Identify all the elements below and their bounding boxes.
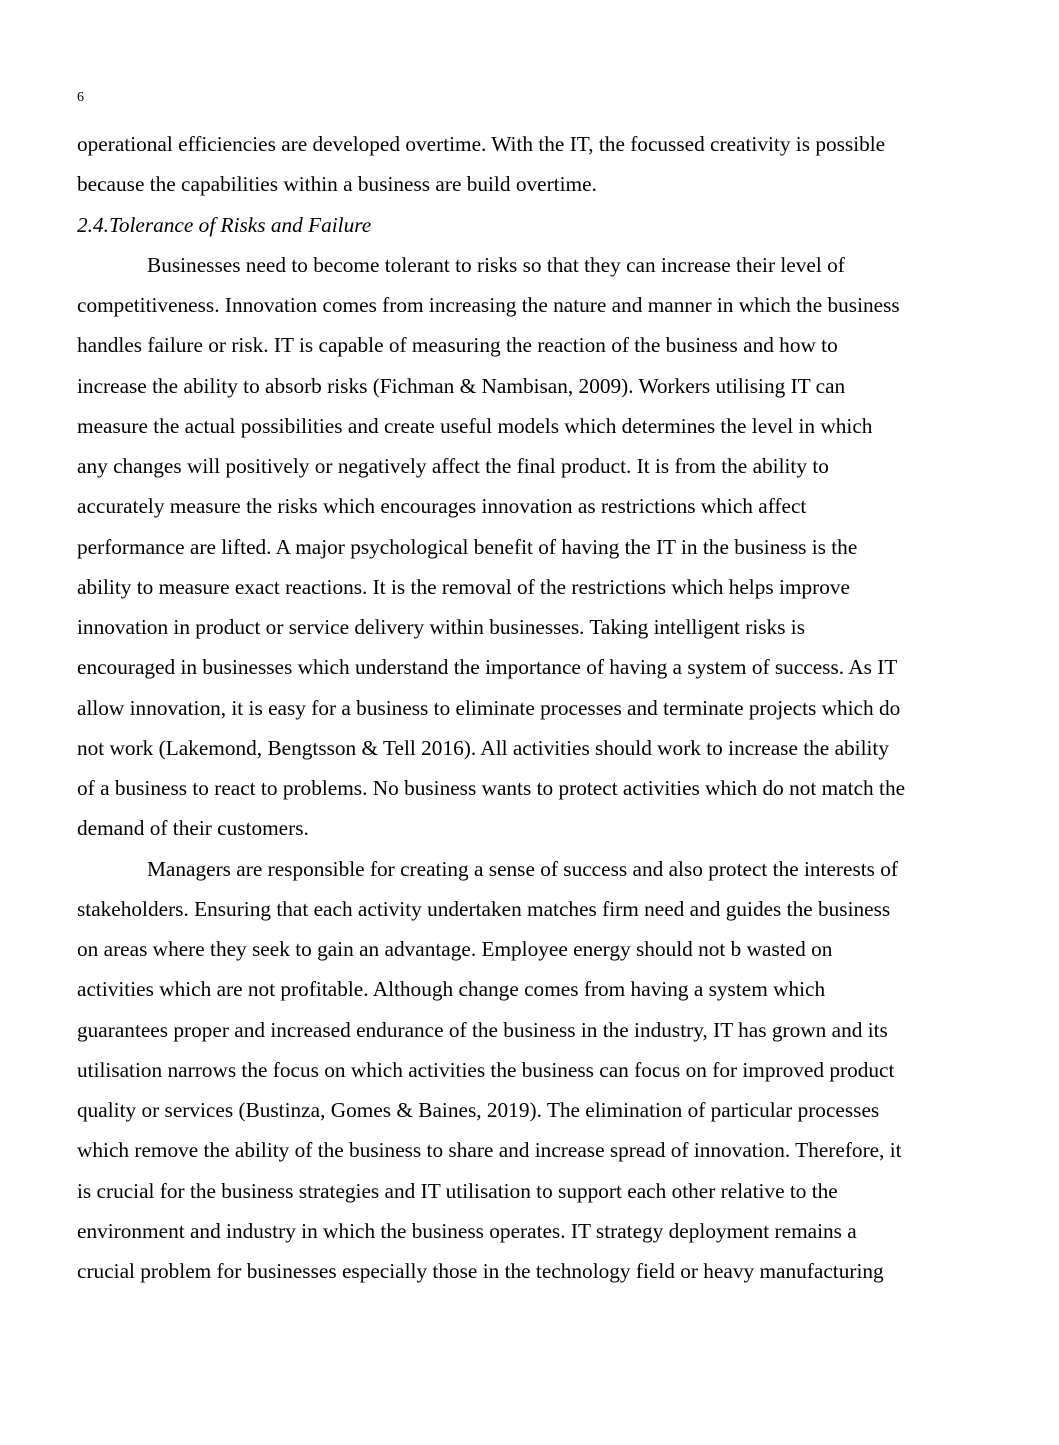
text-line: Businesses need to become tolerant to risks so that they can increase their level of: [147, 252, 845, 277]
text-line: innovation in product or service delivery within businesses. Taking intelligent risks is: [77, 615, 806, 639]
text-line: any changes will positively or negatively affect the final product. It is from the ability to: [77, 454, 829, 478]
text-line: ability to measure exact reactions. It is the removal of the restrictions which helps improve: [77, 574, 850, 599]
intro-paragraph: [77, 124, 987, 205]
text-line: encouraged in businesses which understand the importance of having a system of success. As IT: [77, 655, 898, 680]
text-line: of a business to react to problems. No business wants to protect activities which do not match the: [77, 776, 906, 800]
text-line: utilisation narrows the focus on which activities the business can focus on for improved product: [77, 1057, 895, 1082]
text-line: demand of their customers.: [77, 816, 309, 841]
text-line: handles failure or risk. IT is capable of measuring the reaction of the business and how to: [77, 333, 838, 358]
paragraph-managers: [77, 849, 987, 1292]
text-line: not work (Lakemond, Bengtsson & Tell 2016). All activities should work to increase the ability: [77, 735, 889, 760]
text-line: because the capabilities within a business are build overtime.: [77, 172, 597, 197]
text-line: guarantees proper and increased endurance of the business in the industry, IT has grown and its: [77, 1017, 888, 1042]
text-line: quality or services (Bustinza, Gomes & Baines, 2019). The elimination of particular processes: [77, 1098, 880, 1122]
text-line: performance are lifted. A major psychological benefit of having the IT in the business is the: [77, 534, 858, 559]
text-line: Managers are responsible for creating a sense of success and also protect the interests of: [147, 856, 899, 881]
text-line: increase the ability to absorb risks (Fichman & Nambisan, 2009). Workers utilising IT can: [77, 373, 846, 398]
paragraph-risk-tolerance: [77, 245, 987, 849]
text-line: allow innovation, it is easy for a business to eliminate processes and terminate projects which do: [77, 695, 901, 720]
text-line: crucial problem for businesses especially those in the technology field or heavy manufacturing: [77, 1259, 884, 1283]
text-line: environment and industry in which the business operates. IT strategy deployment remains a: [77, 1218, 857, 1243]
text-line: stakeholders. Ensuring that each activity undertaken matches firm need and guides the business: [77, 896, 891, 921]
section-heading: [77, 205, 987, 245]
text-line: activities which are not profitable. Although change comes from having a system which: [77, 977, 826, 1002]
section-heading-text: 2.4.Tolerance of Risks and Failure: [77, 212, 372, 237]
text-line: is crucial for the business strategies and IT utilisation to support each other relative to the: [77, 1178, 838, 1203]
text-line: competitiveness. Innovation comes from increasing the nature and manner in which the business: [77, 293, 900, 317]
page-number: 6: [77, 90, 84, 105]
text-line: accurately measure the risks which encourages innovation as restrictions which affect: [77, 494, 807, 519]
text-line: operational efficiencies are developed overtime. With the IT, the focussed creativity is possible: [77, 132, 886, 156]
body-text: [77, 124, 987, 1291]
text-line: measure the actual possibilities and create useful models which determines the level in which: [77, 413, 873, 438]
text-line: on areas where they seek to gain an advantage. Employee energy should not b wasted on: [77, 937, 833, 961]
text-line: which remove the ability of the business to share and increase spread of innovation. Therefore, it: [77, 1138, 902, 1163]
